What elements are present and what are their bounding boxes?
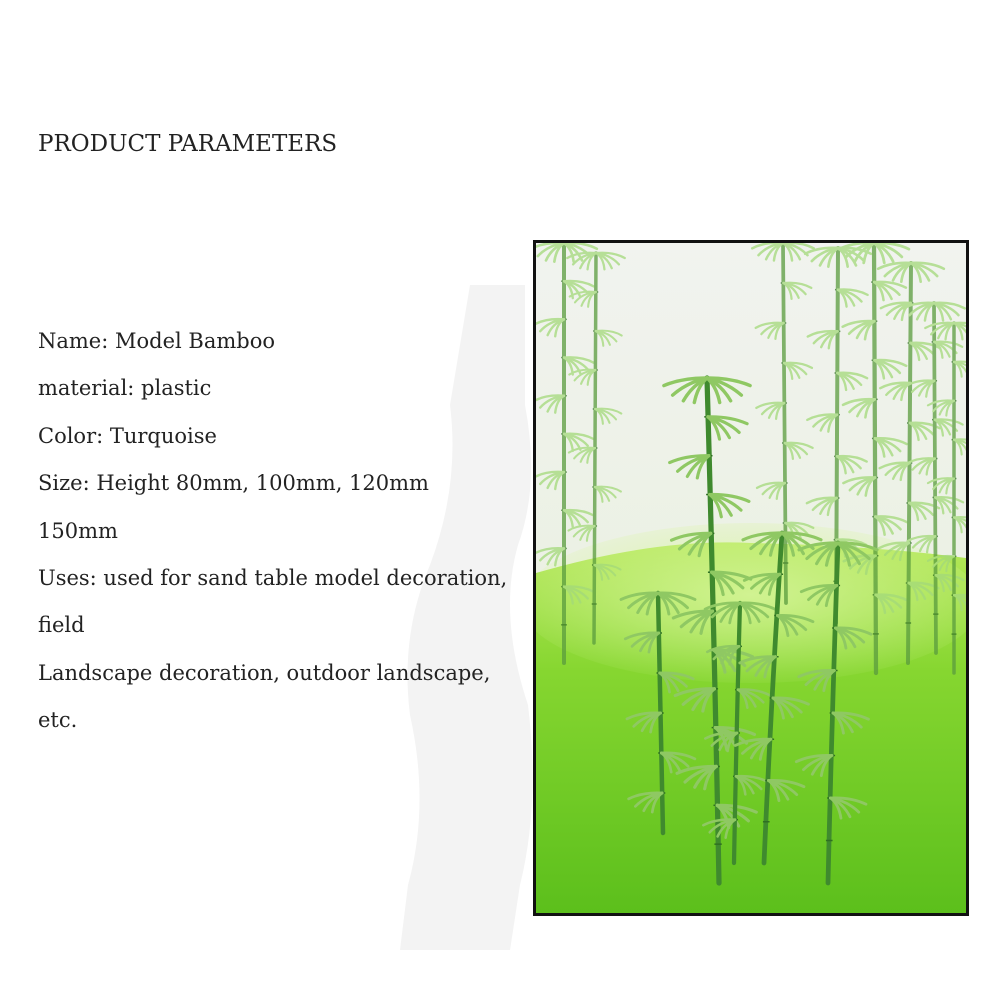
spec-uses: Uses: used for sand table model decoration, (38, 565, 508, 590)
spec-landscape-continued: etc. (38, 708, 78, 733)
bamboo-scene (536, 243, 966, 913)
spec-size-continued: 150mm (38, 518, 118, 543)
product-parameters-heading: PRODUCT PARAMETERS (38, 131, 338, 157)
spec-material: material: plastic (38, 376, 212, 401)
product-photo-bamboo (533, 240, 969, 916)
spec-size: Size: Height 80mm, 100mm, 120mm (38, 471, 429, 496)
spec-uses-continued: field (38, 613, 85, 638)
spec-name: Name: Model Bamboo (38, 329, 275, 353)
spec-color: Color: Turquoise (38, 423, 217, 448)
spec-landscape: Landscape decoration, outdoor landscape, (38, 660, 491, 685)
product-spec-list (38, 318, 538, 745)
